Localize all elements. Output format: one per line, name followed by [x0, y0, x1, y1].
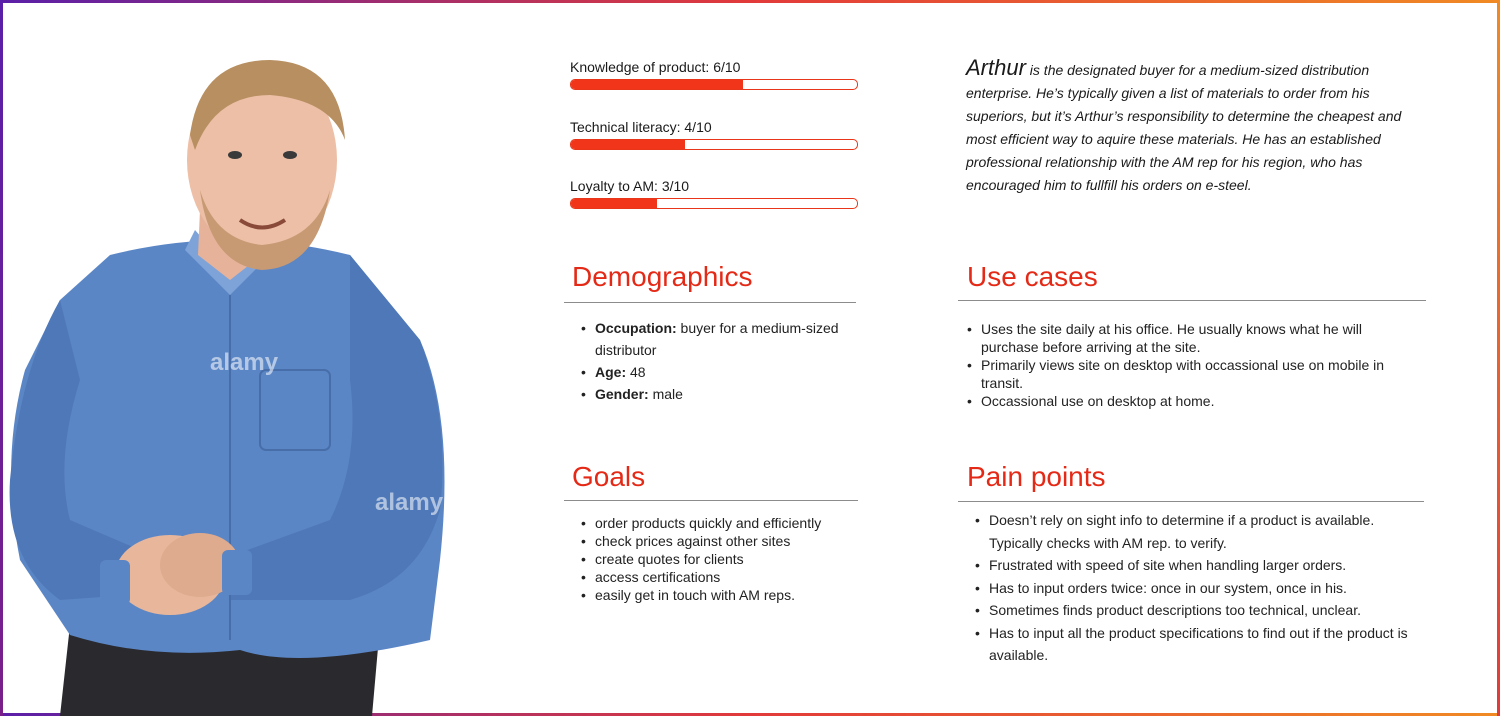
- list-item: • Gender: male: [581, 383, 841, 405]
- demographics-list: [581, 317, 841, 405]
- pain-points-heading: Pain points: [967, 461, 1106, 492]
- persona-bio: [966, 56, 1416, 197]
- list-item: • Occupation: buyer for a medium-sized distributor: [581, 317, 841, 361]
- list-item: • Primarily views site on desktop with occassional use on mobile in transit.: [967, 356, 1417, 392]
- list-item: • Has to input all the product specifications to find out if the product is available.: [975, 622, 1420, 667]
- list-item: • Doesn’t rely on sight info to determine if a product is available. Typically checks with AM rep. to verify.: [975, 509, 1420, 554]
- list-item: • order products quickly and efficiently: [581, 514, 881, 532]
- persona-name: Arthur: [966, 55, 1026, 80]
- rating-knowledge: [570, 58, 858, 90]
- bio-text: is the designated buyer for a medium-sized distribution enterprise. He’s typically given a list of materials to order from his superiors, but it’s Arthur’s responsibility to determine the cheapest and most efficient way to aquire these materials. He has an established professional relationship with the AM rep for his region, who has encouraged him to fullfill his orders on e-steel.: [966, 62, 1402, 193]
- watermark: alamy: [375, 489, 444, 516]
- rating-fill: [571, 80, 743, 89]
- use-cases-list: [967, 320, 1417, 410]
- list-item: • easily get in touch with AM reps.: [581, 586, 881, 604]
- rating-track: [570, 79, 858, 90]
- rating-label: Technical literacy: 4/10: [570, 119, 712, 135]
- use-cases-heading: Use cases: [967, 261, 1098, 292]
- rating-fill: [571, 199, 657, 208]
- rating-technical: [570, 118, 858, 150]
- list-item: • access certifications: [581, 568, 881, 586]
- list-item: • Frustrated with speed of site when handling larger orders.: [975, 554, 1420, 577]
- list-item: • Uses the site daily at his office. He usually knows what he will purchase before arriving at the site.: [967, 320, 1417, 356]
- pain-points-list: [975, 509, 1420, 667]
- list-item: • create quotes for clients: [581, 550, 881, 568]
- list-item: • Has to input orders twice: once in our system, once in his.: [975, 577, 1420, 600]
- pain-points-divider: [958, 501, 1424, 502]
- list-item: • Sometimes finds product descriptions too technical, unclear.: [975, 599, 1420, 622]
- list-item: • check prices against other sites: [581, 532, 881, 550]
- rating-track: [570, 139, 858, 150]
- list-item: • Age: 48: [581, 361, 841, 383]
- border-top: [0, 0, 1500, 3]
- rating-track: [570, 198, 858, 209]
- rating-label: Loyalty to AM: 3/10: [570, 178, 690, 194]
- goals-divider: [564, 500, 858, 501]
- goals-list: [581, 514, 881, 604]
- rating-loyalty: [570, 177, 858, 209]
- demographics-divider: [564, 302, 856, 303]
- goals-heading: Goals: [572, 461, 646, 492]
- demographics-heading: Demographics: [572, 261, 753, 292]
- use-cases-divider: [958, 300, 1426, 301]
- watermark: alamy: [210, 349, 279, 376]
- rating-label: Knowledge of product: 6/10: [570, 59, 741, 75]
- persona-photo: [0, 40, 460, 716]
- rating-fill: [571, 140, 685, 149]
- list-item: • Occassional use on desktop at home.: [967, 392, 1417, 410]
